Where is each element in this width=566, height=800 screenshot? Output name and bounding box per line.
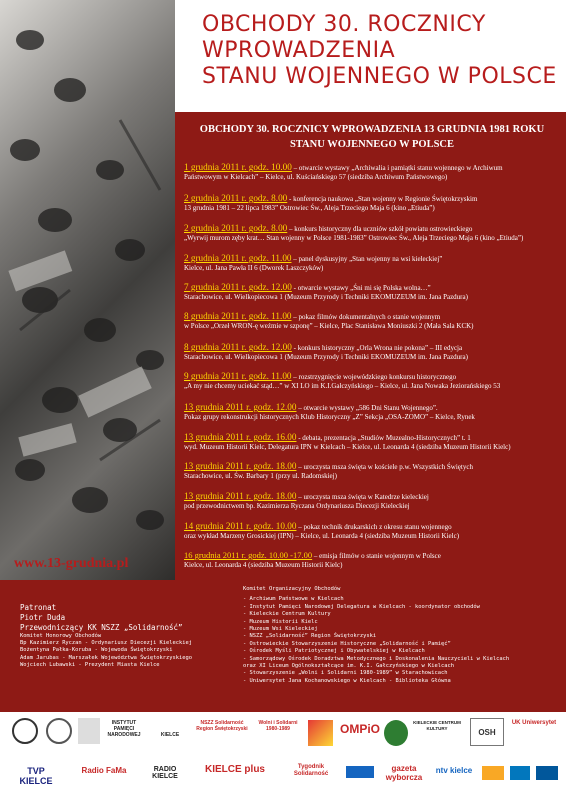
seal-icon bbox=[46, 718, 72, 744]
subtitle-line-2: STANU WOJENNEGO W POLSCE bbox=[289, 139, 455, 150]
event-line-2: wyd. Muzeum Historii Kielc, Delegatura IPN w Kielcach – Kielce, ul. Leonarda 4 (siedziba Muzeum Historii Kielc) bbox=[184, 443, 511, 451]
subtitle-line-1: OBCHODY 30. ROCZNICY WPROWADZENIA 13 GRUDNIA 1981 ROKU bbox=[199, 124, 545, 135]
kielce-plus-logo: KIELCE plus bbox=[204, 764, 265, 775]
solidarnosc-region-logo: NSZZ Solidarność Region Świętokrzyski bbox=[196, 720, 248, 732]
event-date: 9 grudnia 2011 r. godz. 11.00 bbox=[184, 371, 292, 381]
event-line-1: – otwarcie wystawy „Archiwalia i pamiątki stanu wojennego w Archiwum bbox=[291, 164, 503, 172]
event-date: 13 grudnia 2011 r. godz. 12.00 bbox=[184, 402, 297, 412]
event-line-2: „Wyrwij murom zęby krat… Stan wojenny w Polsce 1981-1983” Ostrowiec Św., Aleja Trzeciego Maja 6 (kino „Etiuda”) bbox=[184, 234, 524, 242]
event-item bbox=[184, 283, 562, 302]
event-line-1: – rozstrzygnięcie wojewódzkiego konkursu historycznego bbox=[291, 373, 457, 381]
event-line-1: – uroczysta msza święta w Katedrze kieleckiej bbox=[296, 493, 429, 501]
ipn-logo: INSTYTUT PAMIĘCI NARODOWEJ bbox=[107, 720, 141, 738]
gazeta-logo: gazeta wyborcza bbox=[385, 764, 423, 782]
event-date: 8 grudnia 2011 r. godz. 12.00 bbox=[184, 342, 292, 352]
event-line-1: – pokaz technik drukarskich z okresu stanu wojennego bbox=[296, 523, 452, 531]
event-line-2: „A my nie chcemy uciekać stąd…” w XI LO im K.I.Gałczyńskiego – Kielce, ul. Jana Nowaka Jeziorańskiego 53 bbox=[184, 382, 501, 390]
event-line-2: 13 grudnia 1981 – 22 lipca 1983” Ostrowiec Św., Aleja Trzeciego Maja 6 (kino „Etiuda”) bbox=[184, 204, 435, 212]
event-item bbox=[184, 163, 562, 182]
event-date: 13 grudnia 2011 r. godz. 18.00 bbox=[184, 491, 297, 501]
organizer-item: - NSZZ „Solidarność” Region Świętokrzyski bbox=[243, 633, 377, 640]
event-line-1: – konkurs historyczny dla uczniów szkół powiatu ostrowieckiego bbox=[287, 225, 473, 233]
event-item bbox=[184, 462, 562, 481]
subtitle bbox=[183, 122, 561, 152]
event-line-2: Państwowym w Kielcach” – Kielce, ul. Kuściańskiego 57 (siedziba Archiwum Państwowego) bbox=[184, 173, 448, 181]
event-line-1: – pokaz filmów dokumentalnych o stanie wojennym bbox=[291, 313, 441, 321]
eagle-icon bbox=[78, 718, 100, 744]
organizing-committee bbox=[243, 586, 509, 685]
organizer-item: - Stowarzyszenie „Wolni i Solidarni 1980-1989” w Starachowicach bbox=[243, 670, 448, 677]
organizer-item: - Ośrodek Myśli Patriotycznej i Obywatelskiej w Kielcach bbox=[243, 648, 425, 655]
event-item bbox=[184, 343, 562, 362]
organizer-item: - Instytut Pamięci Narodowej Delegatura w Kielcach - koordynator obchodów bbox=[243, 603, 480, 610]
organizing-heading: Komitet Organizacyjny Obchodów bbox=[243, 586, 341, 592]
radio-kielce-logo: RADIO KIELCE bbox=[152, 766, 178, 780]
tygodnik-solidarnosc-logo: Tygodnik Solidarność bbox=[293, 764, 329, 777]
website-link[interactable]: www.13-grudnia.pl bbox=[14, 556, 129, 571]
organizer-item: - Uniwersytet Jana Kochanowskiego w Kielcach - Biblioteka Główna bbox=[243, 677, 451, 684]
ntv-kielce-logo: ntv kielce bbox=[435, 766, 473, 775]
event-line-1: - debata, prezentacja „Studiów Muzealno-Historycznych” t. 1 bbox=[296, 434, 471, 442]
event-date: 8 grudnia 2011 r. godz. 11.00 bbox=[184, 311, 292, 321]
event-item bbox=[184, 551, 562, 570]
portrait-icon bbox=[384, 720, 408, 746]
committee-member: Adam Jarubas - Marszałek Województwa Świętokrzyskiego bbox=[20, 654, 193, 661]
event-date: 1 grudnia 2011 r. godz. 10.00 bbox=[184, 162, 292, 172]
title-line-3: STANU WOJENNEGO W POLSCE bbox=[202, 64, 557, 89]
event-date: 2 grudnia 2011 r. godz. 8.00 bbox=[184, 223, 288, 233]
event-date: 7 grudnia 2011 r. godz. 12.00 bbox=[184, 282, 292, 292]
organizer-item: - Muzeum Wsi Kieleckiej bbox=[243, 626, 318, 633]
wolni-solidarni-logo: Wolni i Solidarni 1980-1989 bbox=[258, 720, 298, 732]
radio-fama-logo: Radio FaMa bbox=[81, 766, 127, 775]
event-line-2: pod przewodnictwem bp. Kazimierza Ryczana Ordynariusza Diecezji Kieleckiej bbox=[184, 502, 410, 510]
event-date: 2 grudnia 2011 r. godz. 11.00 bbox=[184, 253, 292, 263]
page-title bbox=[202, 12, 562, 90]
event-date: 13 grudnia 2011 r. godz. 18.00 bbox=[184, 461, 297, 471]
coat-of-arms-icon bbox=[12, 718, 38, 744]
event-item bbox=[184, 254, 562, 273]
patronage-heading: Patronat bbox=[20, 603, 57, 612]
event-line-2: Starachowice, ul. Wielkopiecowa 1 (Muzeum Przyrody i Techniki EKOMUZEUM im. Jana Pazdura) bbox=[184, 293, 468, 301]
event-line-2: Kielce, ul. Jana Pawła II 6 (Dworek Laszczyków) bbox=[184, 264, 324, 272]
organizer-item: - Ostrowieckie Stowarzyszenie Historyczne „Solidarność i Pamięć” bbox=[243, 640, 451, 647]
title-line-2: WPROWADZENIA bbox=[202, 38, 396, 63]
event-item bbox=[184, 224, 562, 243]
event-item bbox=[184, 403, 562, 422]
tvp-kielce-logo: TVP KIELCE bbox=[19, 766, 53, 786]
event-line-1: - konkurs historyczny „Orla Wrona nie pokona” – III edycja bbox=[291, 344, 463, 352]
radio-badge-icon bbox=[346, 766, 374, 778]
honorary-committee bbox=[20, 633, 192, 669]
event-line-1: – panel dyskusyjny „Stan wojenny na wsi kieleckiej” bbox=[291, 255, 443, 263]
media-icon-1 bbox=[482, 766, 504, 780]
event-line-1: – otwarcie wystawy „586 Dni Stanu Wojennego”. bbox=[296, 404, 438, 412]
committee-member: Bożentyna Pałka-Koruba - Wojewoda Świętokrzyski bbox=[20, 647, 173, 654]
organizer-item: - Archiwum Państwowe w Kielcach bbox=[243, 596, 344, 603]
event-date: 2 grudnia 2011 r. godz. 8.00 bbox=[184, 193, 288, 203]
committee-member: Wojciech Lubawski - Prezydent Miasta Kielce bbox=[20, 661, 160, 668]
event-line-2: Starachowice, ul. Wielkopiecowa 1 (Muzeum Przyrody i Techniki EKOMUZEUM im. Jana Pazdura) bbox=[184, 353, 468, 361]
organizer-item: - Muzeum Historii Kielc bbox=[243, 618, 318, 625]
kck-logo: KIELECKIE CENTRUM KULTURY bbox=[413, 720, 461, 731]
organizer-item: - Samorządowy Ośrodek Doradztwa Metodycznego i Doskonalenia Nauczycieli w Kielcach bbox=[243, 655, 510, 662]
osh-logo: OSH bbox=[470, 718, 504, 746]
event-date: 14 grudnia 2011 r. godz. 10.00 bbox=[184, 521, 297, 531]
title-line-1: OBCHODY 30. ROCZNICY bbox=[202, 12, 486, 37]
media-icon-3 bbox=[536, 766, 558, 780]
event-line-1: - konferencja naukowa „Stan wojenny w Regionie Świętokrzyskim bbox=[287, 195, 478, 203]
event-line-2: Pokaz grupy rekonstrukcji historycznych Klub Historyczny „Z” Sekcja „OSA-ZOMO” – Kielce, Rynek bbox=[184, 413, 475, 421]
event-date: 16 grudnia 2011 r. godz. 10.00 -17.00 bbox=[184, 550, 313, 560]
event-item bbox=[184, 433, 562, 452]
event-date: 13 grudnia 2011 r. godz. 16.00 bbox=[184, 432, 297, 442]
patronage-block bbox=[20, 603, 183, 633]
event-line-1: - otwarcie wystawy „Śni mi się Polska wolna…” bbox=[291, 284, 431, 292]
event-item bbox=[184, 372, 562, 391]
partner-logos bbox=[0, 712, 566, 752]
patron-name: Piotr Duda bbox=[20, 613, 66, 622]
event-item bbox=[184, 492, 562, 511]
event-line-2: oraz wykład Marzeny Grosickiej (IPN) – Kielce, ul. Leonarda 4 (siedziba Muzeum Historii Kielc) bbox=[184, 532, 460, 540]
committee-member: Bp Kazimierz Ryczan - Ordynariusz Diecezji Kieleckiej bbox=[20, 640, 193, 647]
organizer-item: - Kieleckie Centrum Kultury bbox=[243, 611, 331, 618]
colorful-logo-icon bbox=[308, 720, 333, 746]
event-line-1: – uroczysta msza święta w kościele p.w. Wszystkich Świętych bbox=[296, 463, 473, 471]
event-line-1: – emisja filmów o stanie wojennym w Polsce bbox=[312, 552, 441, 560]
media-icon-2 bbox=[510, 766, 530, 780]
event-line-2: w Polsce „Orzeł WRON-ę weźmie w szponę” – Kielce, Plac Stanisława Moniuszki 2 (Mała Sala KCK) bbox=[184, 322, 474, 330]
uk-logo: UK Uniwersytet bbox=[511, 720, 557, 726]
event-item bbox=[184, 522, 562, 541]
kielce-logo: KIELCE bbox=[160, 732, 180, 738]
committee-heading: Komitet Honorowy Obchodów bbox=[20, 633, 102, 639]
media-logos bbox=[0, 752, 566, 800]
event-item bbox=[184, 194, 562, 213]
patron-role: Przewodniczący KK NSZZ „Solidarność” bbox=[20, 623, 183, 632]
event-line-2: Starachowice, ul. Św. Barbary 1 (przy ul. Radomskiej) bbox=[184, 472, 337, 480]
event-line-2: Kielce, ul. Leonarda 4 (siedziba Muzeum Historii Kielc) bbox=[184, 561, 343, 569]
organizer-item: oraz XI Liceum Ogólnokształcące im. K.I. Gałczyńskiego w Kielcach bbox=[243, 663, 454, 670]
event-item bbox=[184, 312, 562, 331]
ompio-logo: OMPiO bbox=[339, 722, 380, 736]
riot-police-photo bbox=[0, 0, 175, 580]
